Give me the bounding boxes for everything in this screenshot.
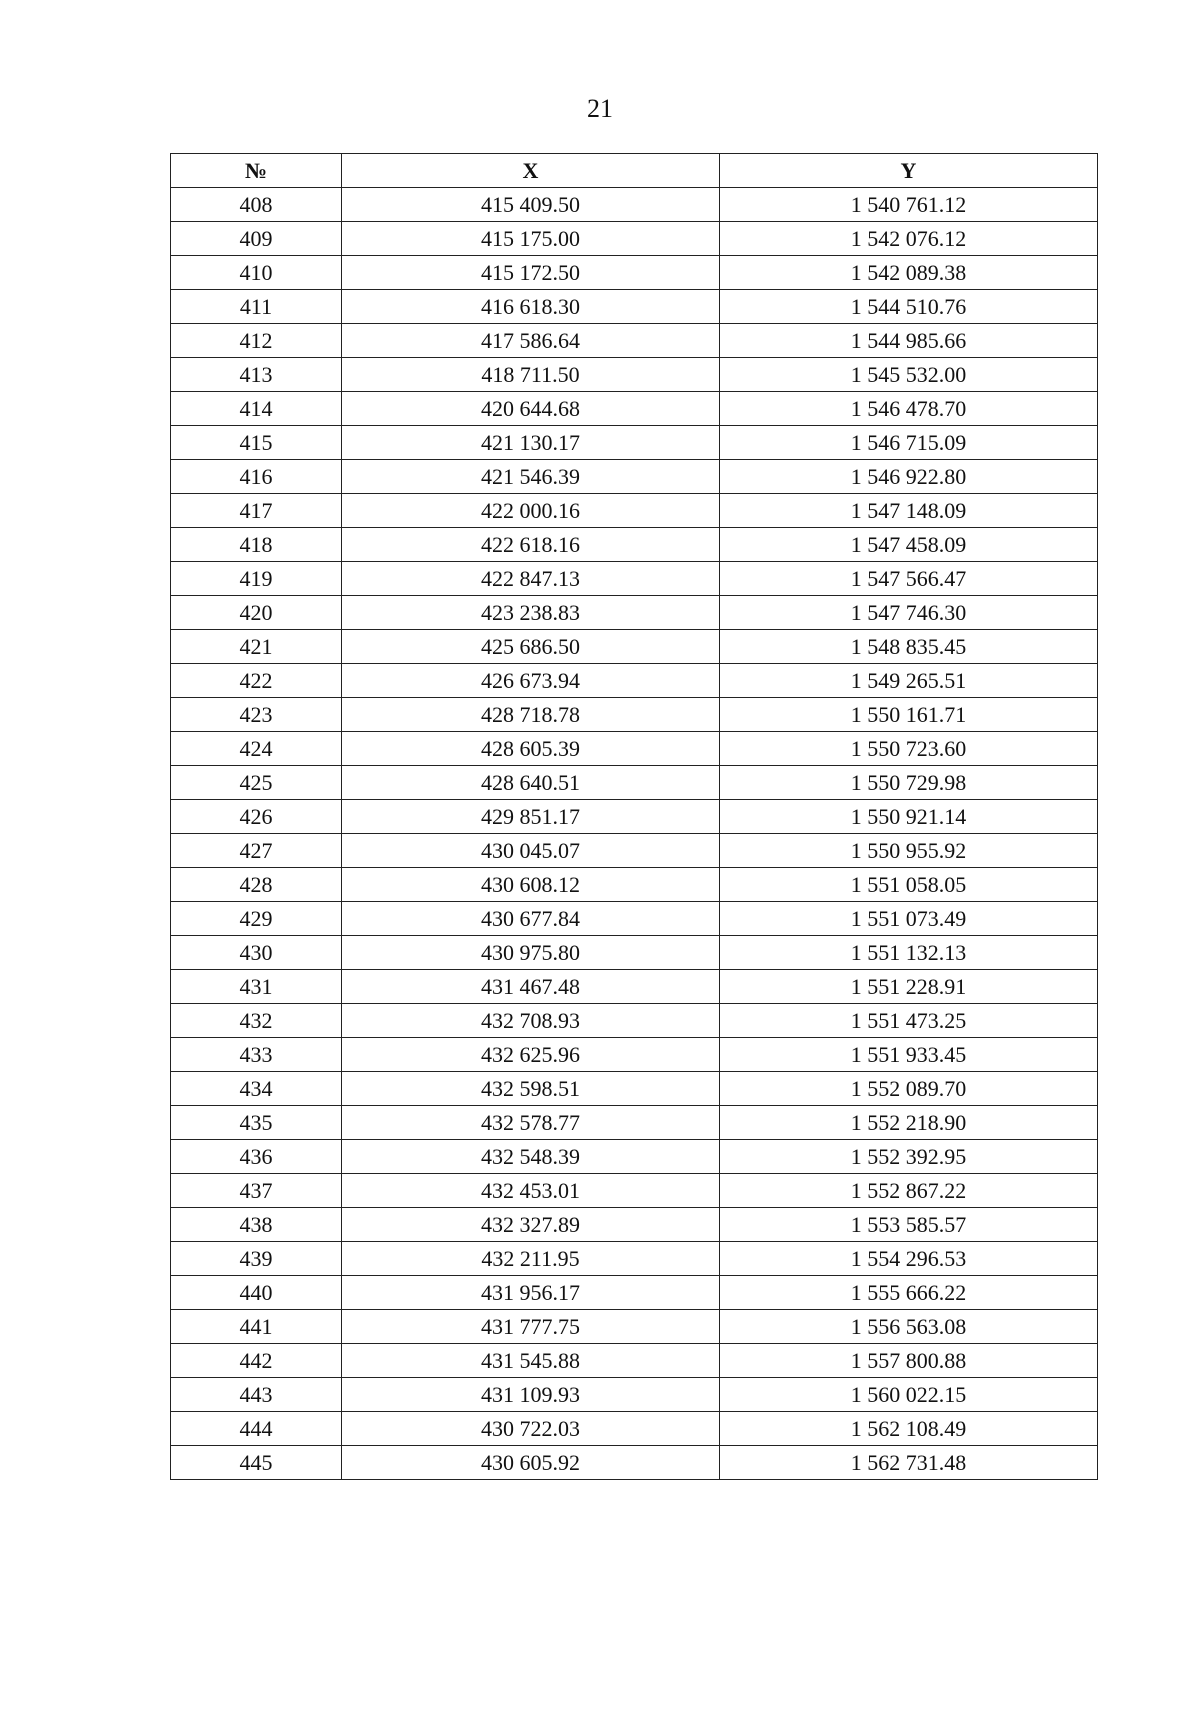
cell-x: 422 847.13 bbox=[342, 562, 720, 596]
table-row bbox=[171, 324, 1098, 358]
cell-number: 412 bbox=[171, 324, 342, 358]
table-row bbox=[171, 664, 1098, 698]
cell-y: 1 554 296.53 bbox=[720, 1242, 1098, 1276]
cell-x: 430 608.12 bbox=[342, 868, 720, 902]
table-row bbox=[171, 1276, 1098, 1310]
table-row bbox=[171, 460, 1098, 494]
cell-x: 422 000.16 bbox=[342, 494, 720, 528]
cell-x: 432 598.51 bbox=[342, 1072, 720, 1106]
page-number: 21 bbox=[587, 94, 613, 123]
cell-x: 431 545.88 bbox=[342, 1344, 720, 1378]
cell-number: 411 bbox=[171, 290, 342, 324]
cell-number: 415 bbox=[171, 426, 342, 460]
table-row bbox=[171, 1446, 1098, 1480]
cell-number: 420 bbox=[171, 596, 342, 630]
cell-y: 1 550 729.98 bbox=[720, 766, 1098, 800]
cell-x: 432 578.77 bbox=[342, 1106, 720, 1140]
cell-y: 1 549 265.51 bbox=[720, 664, 1098, 698]
cell-number: 429 bbox=[171, 902, 342, 936]
cell-number: 439 bbox=[171, 1242, 342, 1276]
cell-y: 1 555 666.22 bbox=[720, 1276, 1098, 1310]
cell-number: 421 bbox=[171, 630, 342, 664]
cell-x: 421 546.39 bbox=[342, 460, 720, 494]
table-row bbox=[171, 1072, 1098, 1106]
cell-y: 1 542 076.12 bbox=[720, 222, 1098, 256]
cell-number: 423 bbox=[171, 698, 342, 732]
cell-y: 1 546 922.80 bbox=[720, 460, 1098, 494]
table-row bbox=[171, 732, 1098, 766]
table-row bbox=[171, 766, 1098, 800]
cell-number: 409 bbox=[171, 222, 342, 256]
cell-number: 426 bbox=[171, 800, 342, 834]
cell-y: 1 551 073.49 bbox=[720, 902, 1098, 936]
cell-y: 1 551 132.13 bbox=[720, 936, 1098, 970]
table-row bbox=[171, 1310, 1098, 1344]
cell-y: 1 560 022.15 bbox=[720, 1378, 1098, 1412]
cell-y: 1 552 218.90 bbox=[720, 1106, 1098, 1140]
table-header-row bbox=[171, 154, 1098, 188]
cell-number: 440 bbox=[171, 1276, 342, 1310]
header-y: Y bbox=[720, 154, 1098, 188]
cell-number: 444 bbox=[171, 1412, 342, 1446]
cell-x: 428 605.39 bbox=[342, 732, 720, 766]
cell-x: 432 625.96 bbox=[342, 1038, 720, 1072]
table-row bbox=[171, 630, 1098, 664]
cell-number: 416 bbox=[171, 460, 342, 494]
cell-y: 1 552 089.70 bbox=[720, 1072, 1098, 1106]
cell-x: 420 644.68 bbox=[342, 392, 720, 426]
cell-number: 434 bbox=[171, 1072, 342, 1106]
table-row bbox=[171, 596, 1098, 630]
cell-x: 432 327.89 bbox=[342, 1208, 720, 1242]
cell-x: 430 722.03 bbox=[342, 1412, 720, 1446]
cell-y: 1 545 532.00 bbox=[720, 358, 1098, 392]
cell-x: 428 718.78 bbox=[342, 698, 720, 732]
header-number: № bbox=[171, 154, 342, 188]
cell-number: 445 bbox=[171, 1446, 342, 1480]
cell-x: 428 640.51 bbox=[342, 766, 720, 800]
cell-number: 432 bbox=[171, 1004, 342, 1038]
cell-x: 418 711.50 bbox=[342, 358, 720, 392]
cell-y: 1 551 473.25 bbox=[720, 1004, 1098, 1038]
table-row bbox=[171, 1412, 1098, 1446]
cell-x: 421 130.17 bbox=[342, 426, 720, 460]
cell-number: 425 bbox=[171, 766, 342, 800]
cell-number: 414 bbox=[171, 392, 342, 426]
table-row bbox=[171, 1208, 1098, 1242]
cell-x: 430 605.92 bbox=[342, 1446, 720, 1480]
table-row bbox=[171, 562, 1098, 596]
cell-x: 432 548.39 bbox=[342, 1140, 720, 1174]
cell-number: 428 bbox=[171, 868, 342, 902]
cell-x: 425 686.50 bbox=[342, 630, 720, 664]
cell-y: 1 562 731.48 bbox=[720, 1446, 1098, 1480]
table-row bbox=[171, 1004, 1098, 1038]
table-row bbox=[171, 1344, 1098, 1378]
cell-y: 1 540 761.12 bbox=[720, 188, 1098, 222]
table-row bbox=[171, 1140, 1098, 1174]
table-row bbox=[171, 494, 1098, 528]
table-row bbox=[171, 222, 1098, 256]
table-row bbox=[171, 290, 1098, 324]
cell-number: 431 bbox=[171, 970, 342, 1004]
table-row bbox=[171, 1378, 1098, 1412]
cell-x: 416 618.30 bbox=[342, 290, 720, 324]
table-row bbox=[171, 256, 1098, 290]
cell-x: 432 708.93 bbox=[342, 1004, 720, 1038]
cell-number: 422 bbox=[171, 664, 342, 698]
cell-x: 415 172.50 bbox=[342, 256, 720, 290]
cell-number: 435 bbox=[171, 1106, 342, 1140]
table-row bbox=[171, 392, 1098, 426]
cell-y: 1 562 108.49 bbox=[720, 1412, 1098, 1446]
cell-y: 1 544 510.76 bbox=[720, 290, 1098, 324]
table-row bbox=[171, 528, 1098, 562]
cell-number: 430 bbox=[171, 936, 342, 970]
cell-x: 431 956.17 bbox=[342, 1276, 720, 1310]
cell-x: 431 467.48 bbox=[342, 970, 720, 1004]
table-row bbox=[171, 800, 1098, 834]
cell-number: 443 bbox=[171, 1378, 342, 1412]
cell-y: 1 557 800.88 bbox=[720, 1344, 1098, 1378]
cell-x: 417 586.64 bbox=[342, 324, 720, 358]
cell-x: 422 618.16 bbox=[342, 528, 720, 562]
cell-x: 431 109.93 bbox=[342, 1378, 720, 1412]
cell-number: 419 bbox=[171, 562, 342, 596]
coordinates-table bbox=[170, 153, 1098, 1480]
cell-y: 1 551 228.91 bbox=[720, 970, 1098, 1004]
cell-y: 1 547 458.09 bbox=[720, 528, 1098, 562]
cell-y: 1 550 921.14 bbox=[720, 800, 1098, 834]
cell-y: 1 546 715.09 bbox=[720, 426, 1098, 460]
cell-y: 1 546 478.70 bbox=[720, 392, 1098, 426]
cell-number: 413 bbox=[171, 358, 342, 392]
cell-number: 433 bbox=[171, 1038, 342, 1072]
table-row bbox=[171, 1038, 1098, 1072]
cell-y: 1 556 563.08 bbox=[720, 1310, 1098, 1344]
cell-y: 1 552 867.22 bbox=[720, 1174, 1098, 1208]
cell-y: 1 547 746.30 bbox=[720, 596, 1098, 630]
cell-y: 1 551 933.45 bbox=[720, 1038, 1098, 1072]
cell-number: 424 bbox=[171, 732, 342, 766]
table-row bbox=[171, 834, 1098, 868]
table-row bbox=[171, 1106, 1098, 1140]
table-row bbox=[171, 698, 1098, 732]
cell-number: 410 bbox=[171, 256, 342, 290]
cell-x: 429 851.17 bbox=[342, 800, 720, 834]
cell-y: 1 551 058.05 bbox=[720, 868, 1098, 902]
cell-y: 1 547 148.09 bbox=[720, 494, 1098, 528]
cell-number: 436 bbox=[171, 1140, 342, 1174]
table-row bbox=[171, 188, 1098, 222]
cell-y: 1 550 723.60 bbox=[720, 732, 1098, 766]
cell-x: 415 175.00 bbox=[342, 222, 720, 256]
cell-y: 1 544 985.66 bbox=[720, 324, 1098, 358]
cell-y: 1 552 392.95 bbox=[720, 1140, 1098, 1174]
cell-number: 438 bbox=[171, 1208, 342, 1242]
table-row bbox=[171, 1174, 1098, 1208]
table-row bbox=[171, 936, 1098, 970]
table-row bbox=[171, 868, 1098, 902]
cell-x: 426 673.94 bbox=[342, 664, 720, 698]
cell-y: 1 547 566.47 bbox=[720, 562, 1098, 596]
cell-number: 441 bbox=[171, 1310, 342, 1344]
cell-x: 430 045.07 bbox=[342, 834, 720, 868]
cell-number: 427 bbox=[171, 834, 342, 868]
cell-x: 423 238.83 bbox=[342, 596, 720, 630]
cell-y: 1 550 955.92 bbox=[720, 834, 1098, 868]
table-row bbox=[171, 970, 1098, 1004]
cell-x: 432 453.01 bbox=[342, 1174, 720, 1208]
cell-number: 408 bbox=[171, 188, 342, 222]
table-row bbox=[171, 1242, 1098, 1276]
cell-x: 432 211.95 bbox=[342, 1242, 720, 1276]
cell-y: 1 553 585.57 bbox=[720, 1208, 1098, 1242]
table-row bbox=[171, 358, 1098, 392]
cell-y: 1 548 835.45 bbox=[720, 630, 1098, 664]
cell-x: 430 975.80 bbox=[342, 936, 720, 970]
cell-x: 430 677.84 bbox=[342, 902, 720, 936]
cell-x: 415 409.50 bbox=[342, 188, 720, 222]
table-row bbox=[171, 426, 1098, 460]
cell-number: 442 bbox=[171, 1344, 342, 1378]
cell-number: 437 bbox=[171, 1174, 342, 1208]
cell-y: 1 542 089.38 bbox=[720, 256, 1098, 290]
cell-number: 418 bbox=[171, 528, 342, 562]
header-x: X bbox=[342, 154, 720, 188]
cell-x: 431 777.75 bbox=[342, 1310, 720, 1344]
table-row bbox=[171, 902, 1098, 936]
cell-y: 1 550 161.71 bbox=[720, 698, 1098, 732]
cell-number: 417 bbox=[171, 494, 342, 528]
